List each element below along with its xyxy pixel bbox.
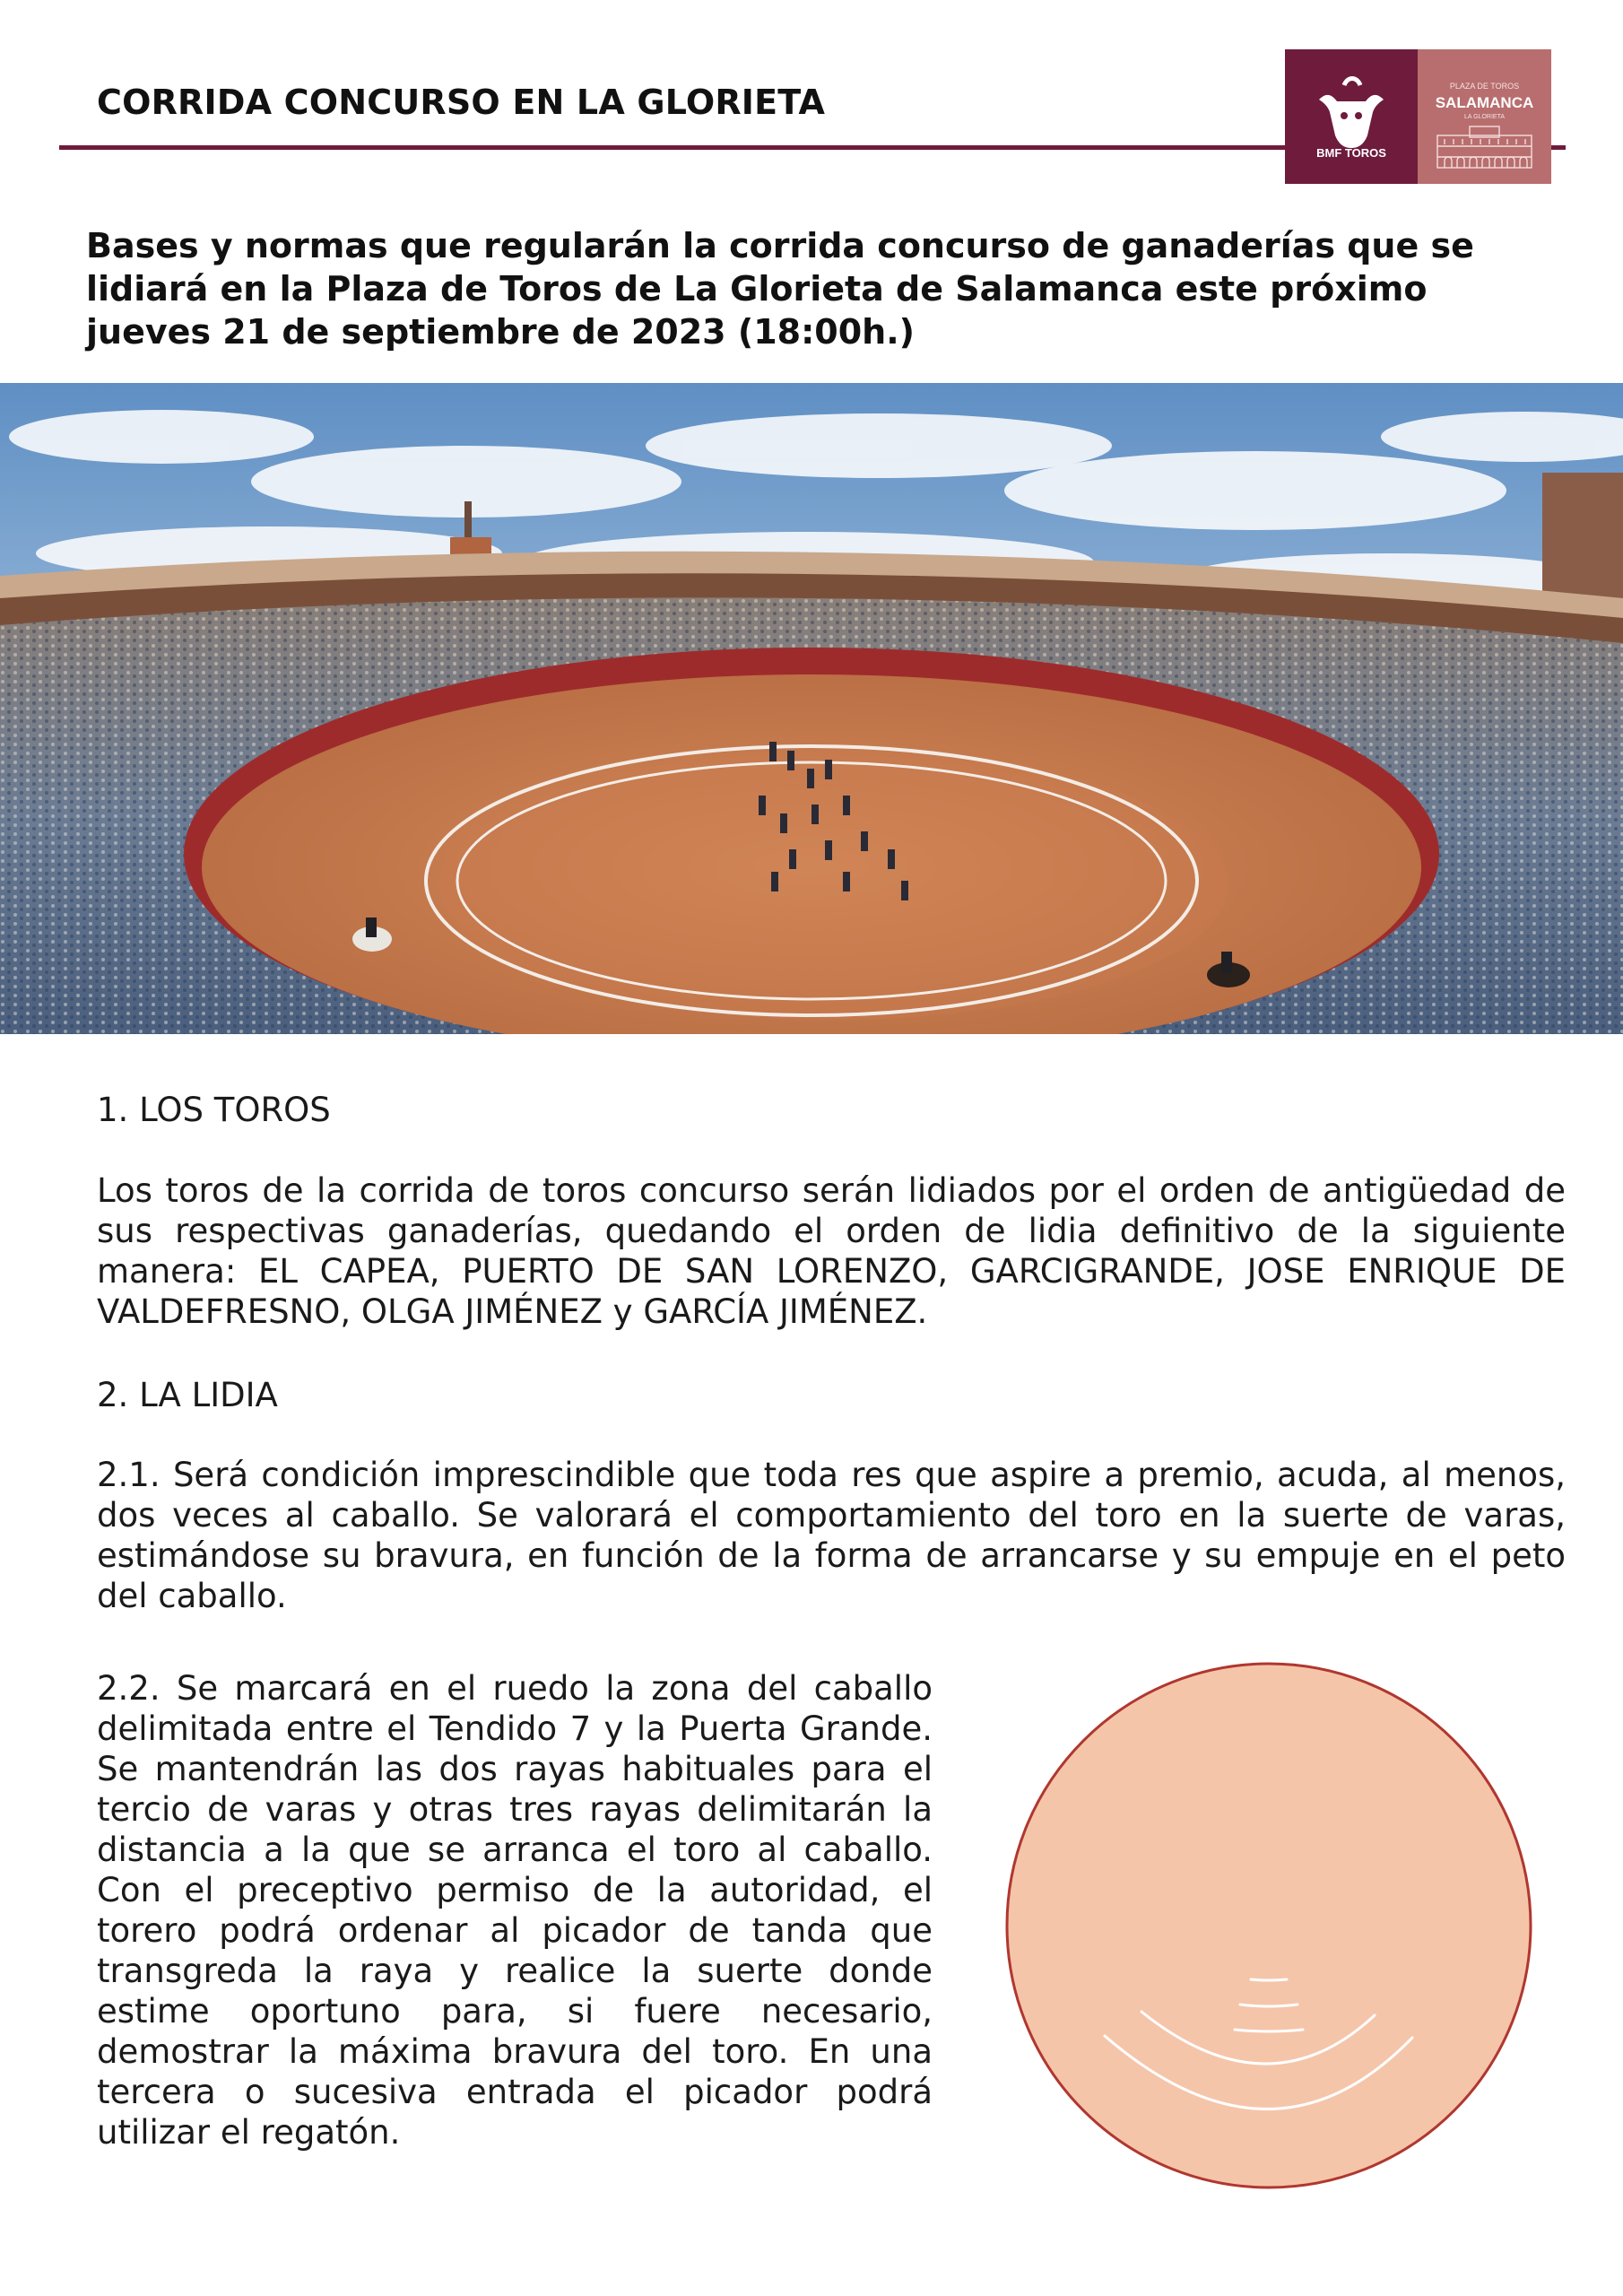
section-2-1-paragraph: 2.1. Será condición imprescindible que toda res que aspire a premio, acuda, al menos, dos veces al caballo. Se valorará el comportamiento del toro en la suerte de varas, estimándose su bravura, en función de la forma de arrancarse y su empuje en el peto del caballo. xyxy=(97,1456,1566,1615)
la-glorieta-label: LA GLORIETA xyxy=(1464,114,1505,120)
section-1-paragraph: Los toros de la corrida de toros concurso serán lidiados por el orden de antigüedad de sus respectivas ganaderías, quedando el orden de lidia definitivo de la siguiente manera: EL CAPEA, PUERTO DE SAN LORENZO, GARCIGRANDE, JOSE ENRIQUE DE VALDEFRESNO, OLGA JIMÉNEZ y GARCÍA JIMÉNEZ. xyxy=(97,1171,1566,1331)
salamanca-label: SALAMANCA xyxy=(1435,94,1534,111)
bullring-building-icon xyxy=(1418,49,1551,184)
section-1-heading: 1. LOS TOROS xyxy=(97,1091,331,1129)
bmf-toros-logo xyxy=(1285,49,1418,184)
plaza-salamanca-logo xyxy=(1418,49,1551,184)
bullring-photo xyxy=(0,383,1623,1034)
section-2-2-paragraph: 2.2. Se marcará en el ruedo la zona del caballo delimitada entre el Tendido 7 y la Puerta Grande. Se mantendrán las dos rayas habituales para el tercio de varas y otras tres rayas delimitarán la distancia a la que se arranca el toro al caballo. Con el preceptivo permiso de la autoridad, el torero podrá ordenar al picador de tanda que transgreda la raya y realice la suerte donde estime oportuno para, si fuere necesario, demostrar la máxima bravura del toro. En una tercera o sucesiva entrada el picador podrá utilizar el regatón. xyxy=(97,1669,933,2152)
intro-heading: Bases y normas que regularán la corrida concurso de ganaderías que se lidiará en la Plaza de Toros de La Glorieta de Salamanca este próximo jueves 21 de septiembre de 2023 (18:00h.) xyxy=(86,226,1474,352)
plaza-label: PLAZA DE TOROS xyxy=(1449,82,1520,91)
section-2-heading: 2. LA LIDIA xyxy=(97,1376,278,1414)
horse-zone-diagram xyxy=(1000,1657,1538,2195)
page-title: CORRIDA CONCURSO EN LA GLORIETA xyxy=(97,83,826,122)
bull-head-icon xyxy=(1285,49,1418,184)
bmf-toros-label: BMF TOROS xyxy=(1316,146,1386,160)
